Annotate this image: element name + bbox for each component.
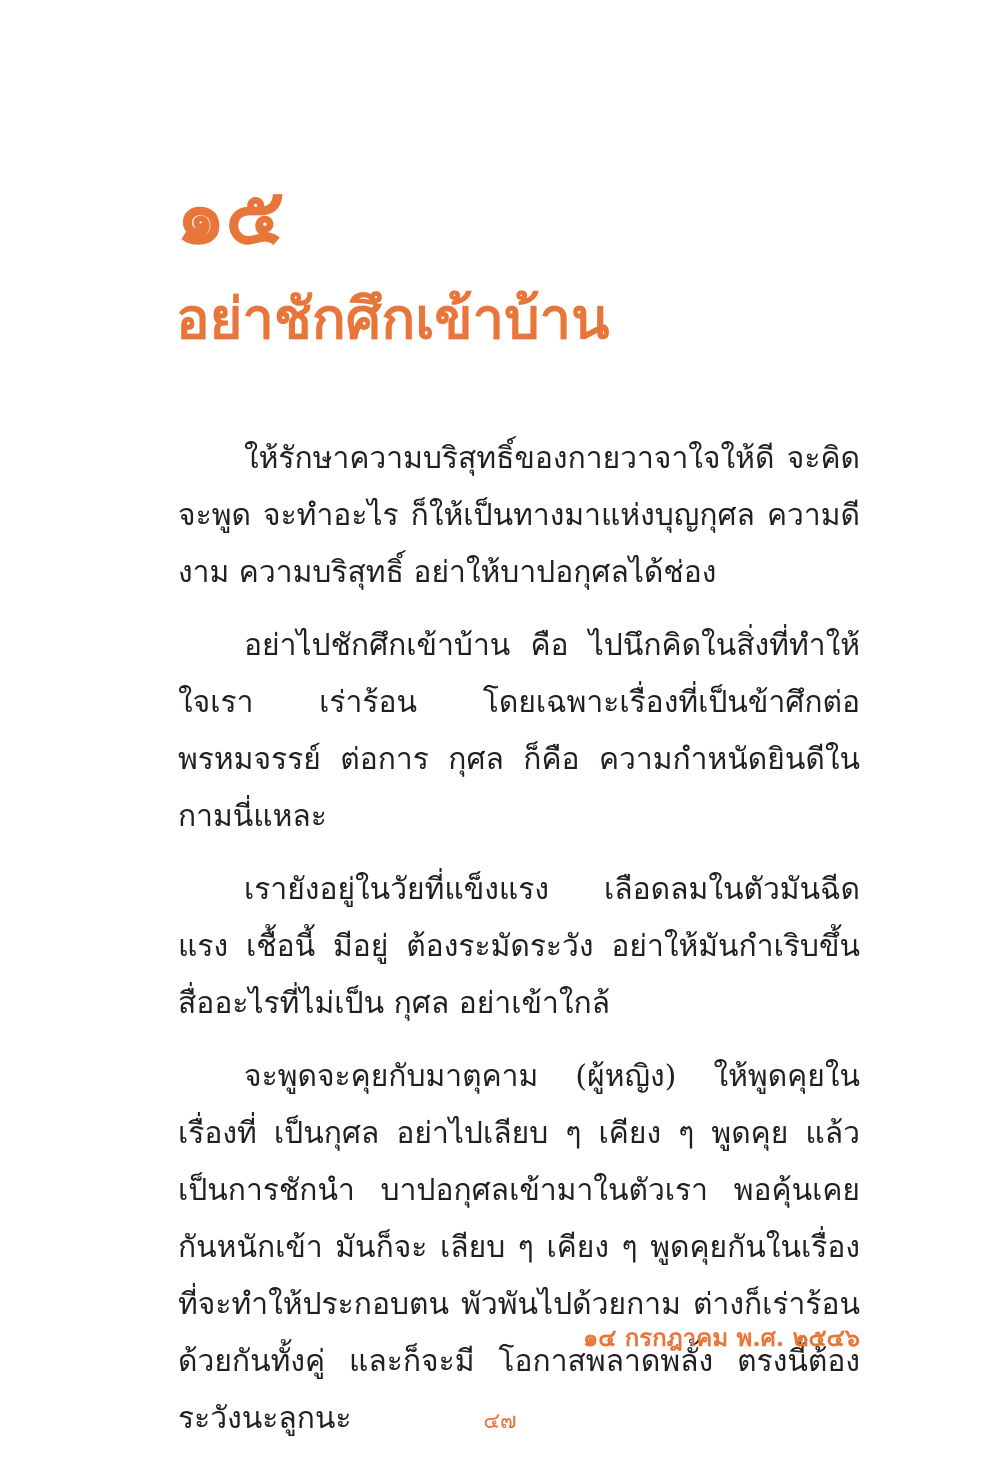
paragraph-1: ให้รักษาความบริสุทธิ์ของกายวาจาใจให้ดี จะคิด จะพูด จะทำอะไร ก็ให้เป็นทางมาแห่งบุญกุศล ความดีงาม ความบริสุทธิ์ อย่าให้บาปอกุศลได้ช่อง (178, 441, 860, 590)
body-text (178, 430, 860, 1463)
date-line: ๑๔ กรกฎาคม พ.ศ. ๒๕๔๖ (582, 1323, 860, 1352)
chapter-number: ๑๕ (176, 171, 285, 262)
paragraph-4: จะพูดจะคุยกับมาตุคาม (ผู้หญิง) ให้พูดคุยในเรื่องที่ เป็นกุศล อย่าไปเลียบ ๆ เคียง ๆ พูดคุย แล้วเป็นการชักนำ บาปอกุศลเข้ามาในตัวเรา พอคุ้นเคยกันหนักเข้า มันก็จะ เลียบ ๆ เคียง ๆ พูดคุยกันในเรื่องที่จะทำให้ประกอบตน พัวพันไปด้วยกาม ต่างก็เร่าร้อนด้วยกันทั้งคู่ และก็จะมี โอกาสพลาดพลั้ง ตรงนี้ต้องระวังนะลูกนะ (178, 1059, 860, 1436)
paragraph-3: เรายังอยู่ในวัยที่แข็งแรง เลือดลมในตัวมันฉีดแรง เชื้อนี้ มีอยู่ ต้องระมัดระวัง อย่าให้มันกำเริบขึ้น สื่ออะไรที่ไม่เป็น กุศล อย่าเข้าใกล้ (178, 872, 860, 1021)
chapter-title: อย่าชักศึกเข้าบ้าน (176, 286, 610, 352)
paragraph-2: อย่าไปชักศึกเข้าบ้าน คือ ไปนึกคิดในสิ่งที่ทำให้ใจเรา เร่าร้อน โดยเฉพาะเรื่องที่เป็นข้าศึกต่อพรหมจรรย์ ต่อการ กุศล ก็คือ ความกำหนัดยินดีในกามนี่แหละ (178, 628, 860, 834)
page-number: ๔๗ (483, 1409, 517, 1434)
